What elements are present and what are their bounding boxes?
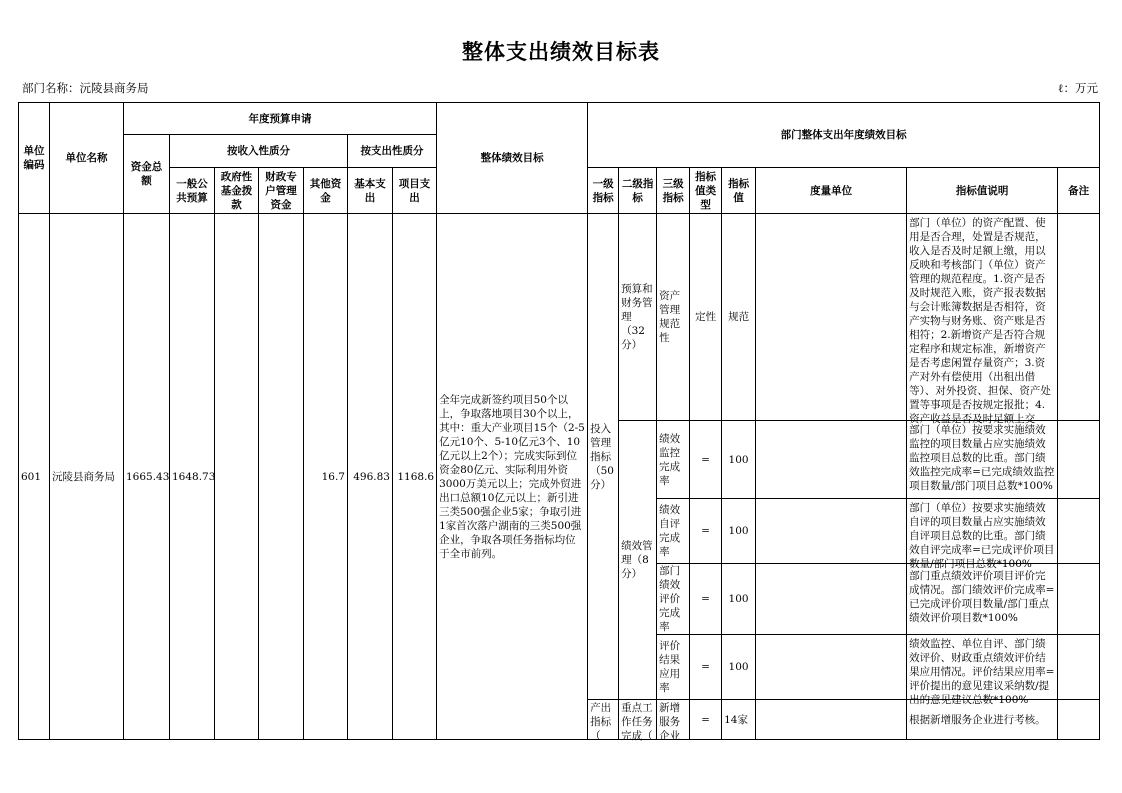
header-unit-name: 单位名称 <box>50 103 124 214</box>
header-basic-expense: 基本支出 <box>348 168 393 214</box>
level2-perf-cell: 绩效管理（8分） <box>619 421 657 700</box>
measure-unit-cell <box>756 700 907 740</box>
indicator-value-cell: 100 <box>722 564 756 635</box>
value-desc-text: 绩效监控、单位自评、部门绩效评价、财政重点绩效评价结果应用情况。评价结果应用率=评价提出的意见建议采纳数/提出的意见建议总数*100% <box>909 637 1055 706</box>
unit-code-cell: 601 <box>19 214 50 740</box>
value-desc-cell <box>907 635 1058 706</box>
header-general-budget: 一般公共预算 <box>170 168 215 214</box>
special-account-cell <box>259 214 304 740</box>
header-measure-unit: 度量单位 <box>756 168 907 214</box>
remark-cell <box>1058 700 1100 740</box>
value-type-cell: = <box>690 421 722 499</box>
level2-key-cell <box>619 700 657 740</box>
indicator-value-cell: 100 <box>722 499 756 564</box>
header-by-income: 按收入性质分 <box>170 135 348 168</box>
header-value-type: 指标值类型 <box>690 168 722 214</box>
currency-unit: ℓ：万元 <box>1057 81 1098 95</box>
level3-cell: 资产管理规范性 <box>657 214 690 421</box>
unit-name-cell: 沅陵县商务局 <box>50 214 124 740</box>
level3-cell <box>657 700 690 740</box>
level1-input-cell: 投入管理指标（50分） <box>588 214 619 700</box>
measure-unit-cell <box>756 564 907 635</box>
level3-text: 新增服务企业 <box>659 701 681 742</box>
table-row <box>19 214 1100 421</box>
header-overall-goal: 整体绩效目标 <box>437 103 588 214</box>
basic-expense-cell: 496.83 <box>348 214 393 740</box>
header-level1: 一级指标 <box>588 168 619 214</box>
remark-cell <box>1058 635 1100 700</box>
gov-fund-cell <box>215 214 259 740</box>
header-dept-goal: 部门整体支出年度绩效目标 <box>588 103 1100 168</box>
measure-unit-cell <box>756 635 907 700</box>
value-type-cell: = <box>690 635 722 700</box>
header-indicator-value: 指标值 <box>722 168 756 214</box>
level1-output-cell <box>588 700 619 740</box>
other-funds-cell: 16.7 <box>304 214 348 740</box>
header-total-funds: 资金总额 <box>124 135 170 214</box>
level2-budget-cell: 预算和财务管理（32分） <box>619 214 657 421</box>
department-name: 部门名称：沅陵县商务局 <box>22 81 149 95</box>
measure-unit-cell <box>756 421 907 499</box>
page-title: 整体支出绩效目标表 <box>462 40 660 64</box>
header-annual-budget: 年度预算申请 <box>124 103 437 135</box>
header-level3: 三级指标 <box>657 168 690 214</box>
value-desc-text: 部门（单位）按要求实施绩效自评的项目数量占应实施绩效自评项目总数的比重。部门绩效自评完成率=已完成评价项目数量/部门项目总数*100% <box>909 501 1055 570</box>
value-desc-cell <box>907 214 1058 425</box>
value-desc-text: 部门（单位）的资产配置、使用是否合理，处置是否规范，收入是否及时足额上缴，用以反映和考核部门（单位）资产管理的规范程度。1.资产是否及时规范入账，资产报表数据与会计账簿数据是否相符，资产实物与财务账、资产账是否相符；2.新增资产是否符合规定程序和规定标准，新增资产是否考虑闲置存量资产；3.资产对外有偿使用（出租出借等）、对外投资、担保、资产处置等事项是否按规定报批；4.资产收益是否及时足额上交 <box>909 216 1051 425</box>
header-special-account: 财政专户管理资金 <box>259 168 304 214</box>
value-desc-cell <box>907 499 1058 570</box>
level3-cell: 评价结果应用率 <box>657 635 690 700</box>
value-desc-text: 部门（单位）按要求实施绩效监控的项目数量占应实施绩效监控项目总数的比重。部门绩效监控完成率=已完成绩效监控项目数量/部门项目总数*100% <box>909 423 1055 492</box>
header-value-desc: 指标值说明 <box>907 168 1058 214</box>
indicator-value-cell: 100 <box>722 635 756 700</box>
value-type-cell: = <box>690 564 722 635</box>
remark-cell <box>1058 214 1100 421</box>
value-desc-cell <box>907 421 1058 499</box>
value-type-cell: 定性 <box>690 214 722 421</box>
header-project-expense: 项目支出 <box>393 168 437 214</box>
header-gov-fund: 政府性基金拨款 <box>215 168 259 214</box>
header-unit-code: 单位编码 <box>19 103 50 214</box>
project-expense-cell: 1168.6 <box>393 214 437 740</box>
performance-table <box>18 102 1100 740</box>
value-desc-text: 部门重点绩效评价项目评价完成情况。部门绩效评价完成率=已完成评价项目数量/部门重点绩效评价项目数*100% <box>909 569 1055 624</box>
remark-cell <box>1058 564 1100 635</box>
header-other-funds: 其他资金 <box>304 168 348 214</box>
value-type-cell: = <box>690 700 722 740</box>
value-desc-cell: 根据新增服务企业进行考核。 <box>907 700 1058 740</box>
header-remark: 备注 <box>1058 168 1100 214</box>
value-desc-cell <box>907 564 1058 635</box>
overall-goal-cell: 全年完成新签约项目50个以上，争取落地项目30个以上，其中：重大产业项目15个（2-5亿元10个、5-10亿元3个、10亿元以上2个）；完成实际到位资金80亿元、实际利用外资3000万美元以上；完成外贸进出口总额10亿元以上；新引进三类500强企业5家；争取引进1家首次落户湖南的三类500强企业，争取各项任务指标均位于全市前列。 <box>437 214 588 740</box>
value-type-cell: = <box>690 499 722 564</box>
indicator-value-cell: 规范 <box>722 214 756 421</box>
measure-unit-cell <box>756 499 907 564</box>
indicator-value-cell: 14家 <box>722 700 756 740</box>
remark-cell <box>1058 421 1100 499</box>
level1-output-text: 产出指标（ <box>590 701 612 742</box>
measure-unit-cell <box>756 214 907 421</box>
level3-cell: 绩效监控完成率 <box>657 421 690 499</box>
header-level2: 二级指标 <box>619 168 657 214</box>
level3-cell: 部门绩效评价完成率 <box>657 564 690 635</box>
indicator-value-cell: 100 <box>722 421 756 499</box>
level2-key-text: 重点工作任务完成（ <box>621 701 653 742</box>
remark-cell <box>1058 499 1100 564</box>
total-funds-cell: 1665.43 <box>124 214 170 740</box>
level3-cell: 绩效自评完成率 <box>657 499 690 564</box>
header-by-expense: 按支出性质分 <box>348 135 437 168</box>
general-budget-cell: 1648.73 <box>170 214 215 740</box>
